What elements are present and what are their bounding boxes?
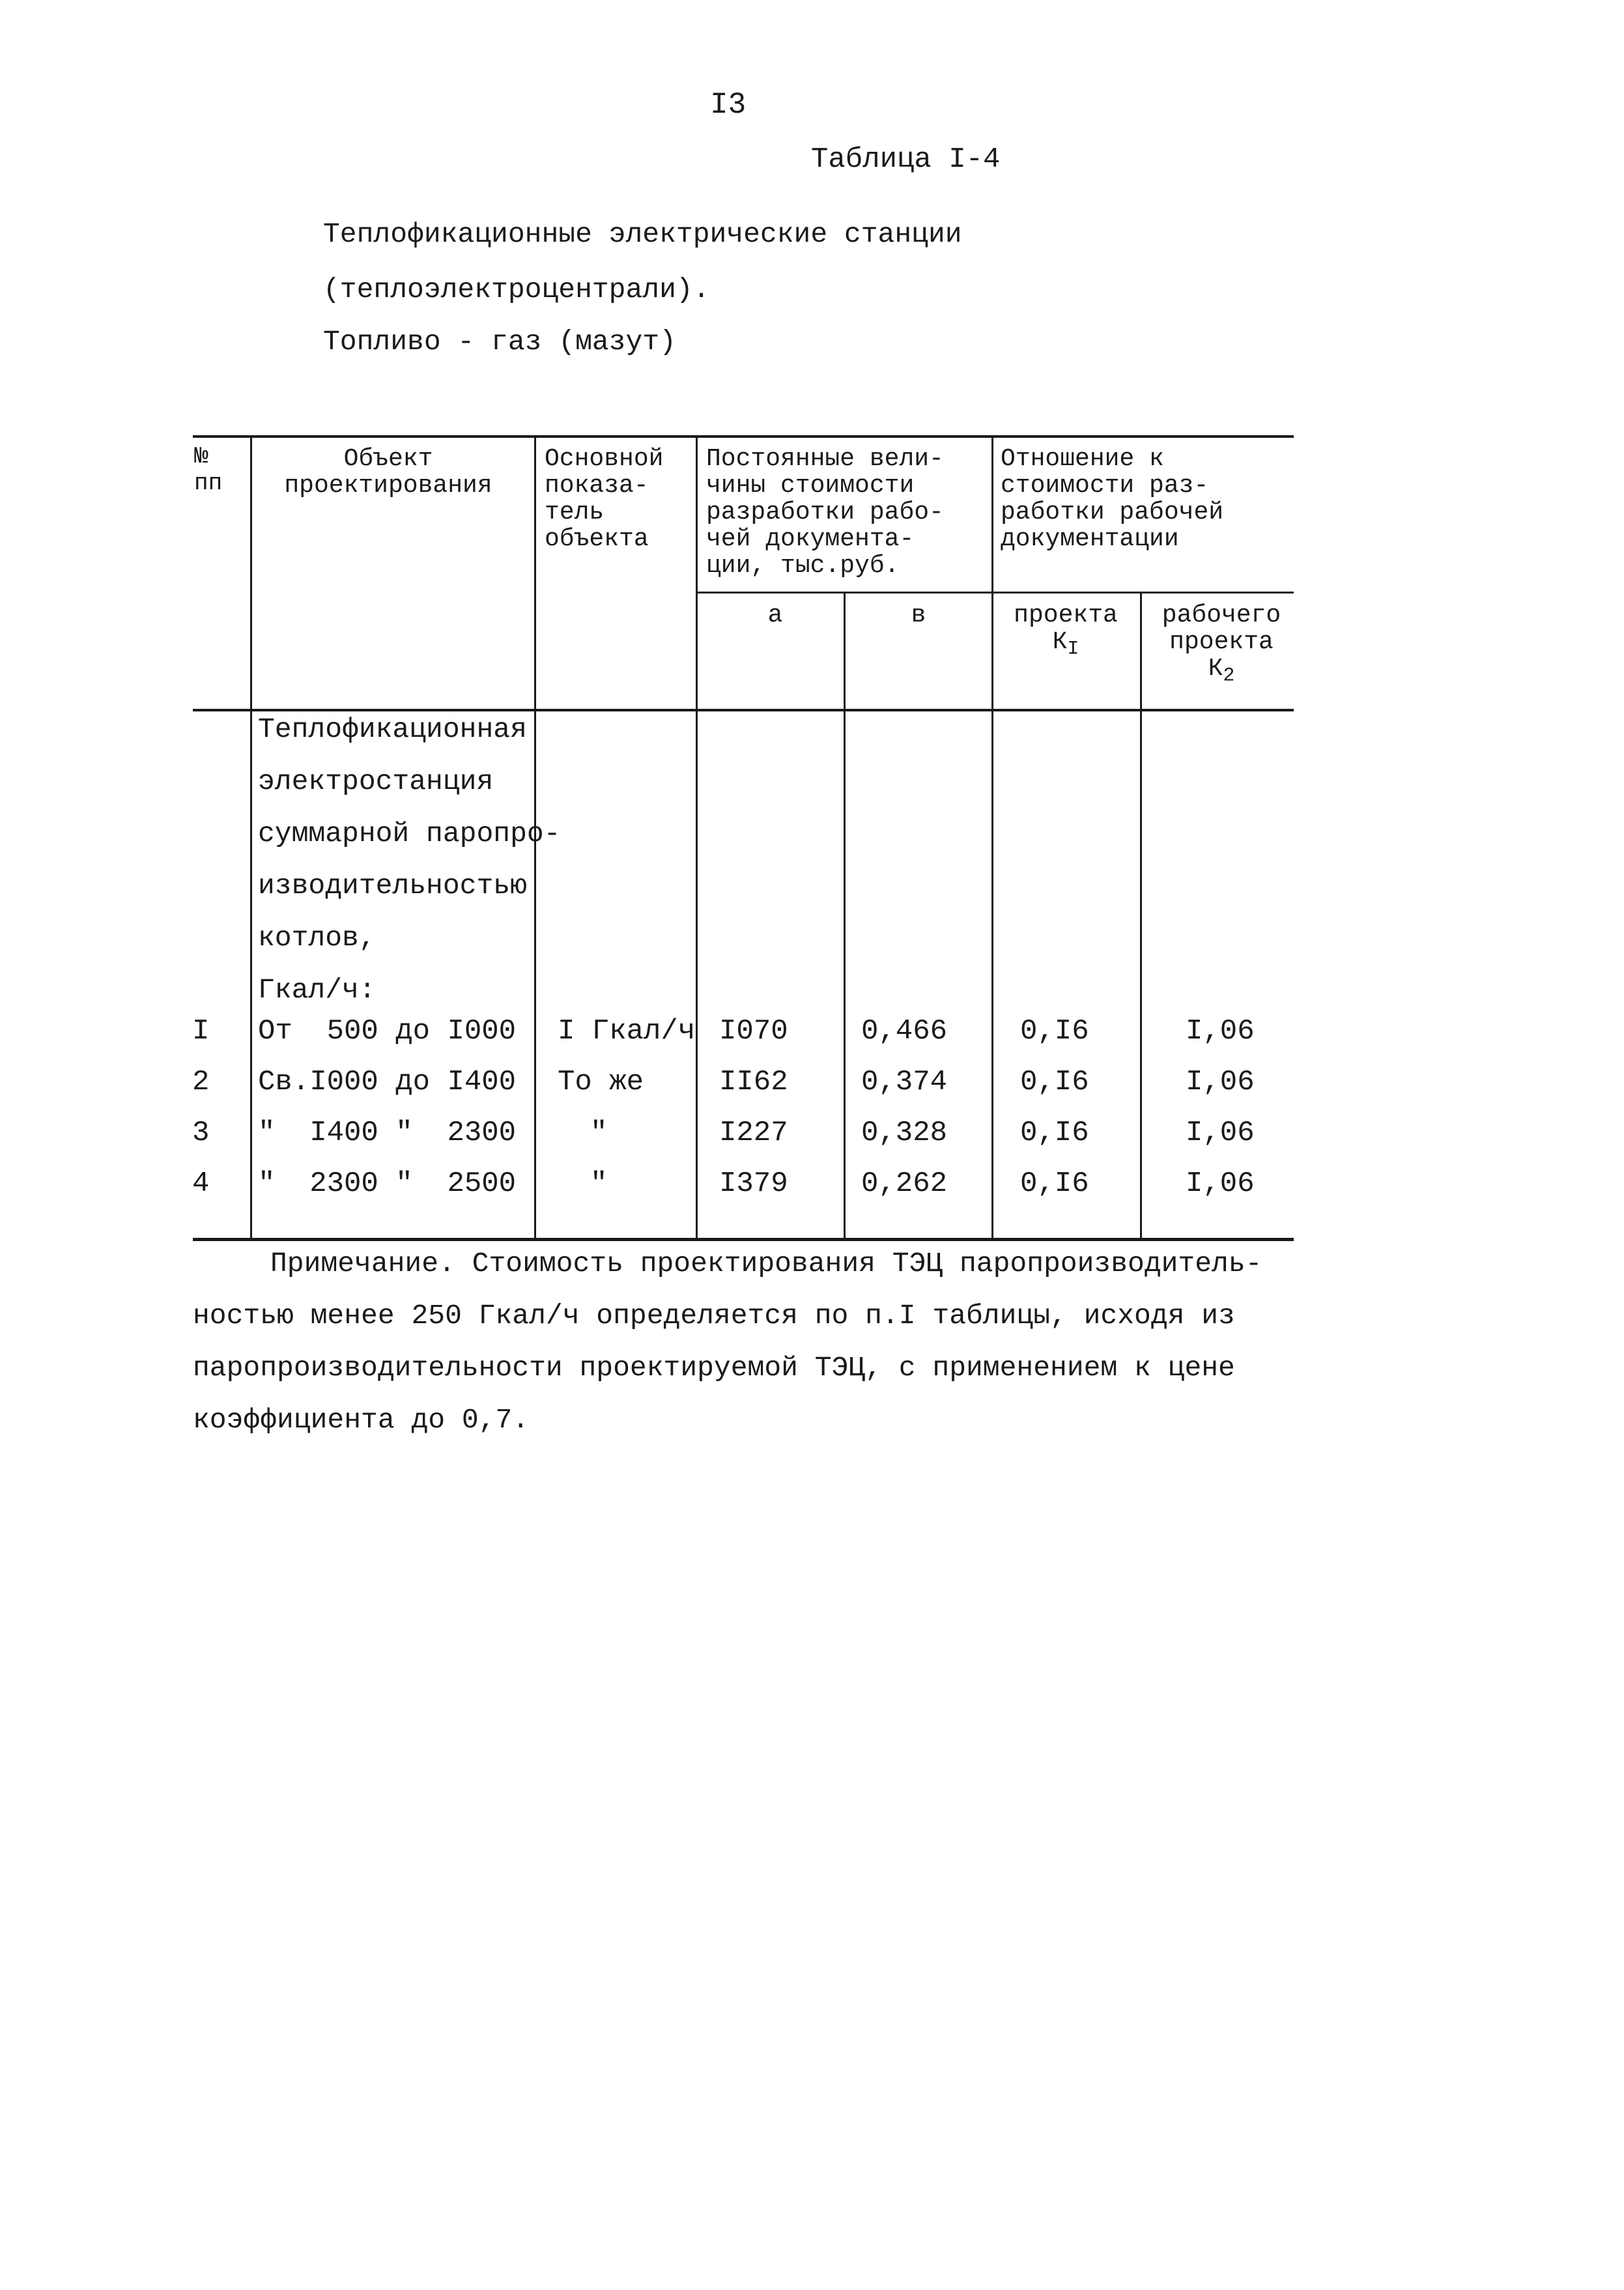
caption-line-1: Теплофикационные электрические станции	[323, 218, 962, 250]
row-a: I227	[719, 1117, 788, 1149]
table-label: Таблица I-4	[811, 143, 1001, 176]
row-indicator: I Гкал/ч	[558, 1015, 696, 1048]
header-num: № пп	[194, 443, 223, 496]
row-object: " 2300 " 2500	[258, 1167, 517, 1200]
row-num: I	[192, 1015, 210, 1048]
description-line-2: электростанция	[258, 766, 494, 797]
row-indicator: "	[590, 1167, 608, 1200]
header-bottom-rule	[193, 709, 1294, 711]
header-constants: Постоянные вели- чины стоимости разработки рабо- чей документа- ции, тыс.руб.	[706, 445, 944, 580]
row-b: 0,328	[861, 1117, 948, 1149]
page-number: I3	[710, 88, 747, 122]
col-divider-4	[844, 593, 846, 1238]
row-k2: I,06	[1186, 1117, 1255, 1149]
header-object: Объект проектирования	[284, 445, 492, 500]
header-k1-sub: I	[1067, 638, 1079, 661]
row-k2: I,06	[1186, 1015, 1255, 1048]
description-line-6: Гкал/ч:	[258, 974, 376, 1006]
row-k1: 0,I6	[1020, 1167, 1089, 1200]
row-k1: 0,I6	[1020, 1015, 1089, 1048]
description-line-3: суммарной паропро-	[258, 818, 561, 850]
row-b: 0,262	[861, 1167, 948, 1200]
row-indicator: "	[590, 1117, 608, 1149]
description-line-4: изводительностью	[258, 870, 527, 902]
row-k1: 0,I6	[1020, 1066, 1089, 1098]
header-b: в	[911, 601, 926, 629]
description-line-1: Теплофикационная	[258, 713, 527, 745]
note-line-1: Примечание. Стоимость проектирования ТЭЦ паропроизводитель-	[270, 1248, 1262, 1280]
header-k2-text: рабочего проекта $К_2$	[1161, 601, 1281, 687]
row-b: 0,466	[861, 1015, 948, 1048]
row-a: I379	[719, 1167, 788, 1200]
header-k1	[1001, 602, 1131, 663]
caption-line-3: Топливо - газ (мазут)	[323, 326, 676, 358]
header-k1-text: проекта $К_I$	[1014, 601, 1118, 661]
row-num: 2	[192, 1066, 210, 1098]
row-num: 3	[192, 1117, 210, 1149]
col-divider-5	[991, 437, 993, 1238]
col-divider-6	[1140, 593, 1142, 1238]
caption-line-2: (теплоэлектроцентрали).	[323, 274, 710, 306]
col-divider-1	[250, 437, 252, 1238]
row-b: 0,374	[861, 1066, 948, 1098]
subheader-rule	[696, 592, 1294, 594]
note-line-3: паропроизводительности проектируемой ТЭЦ, с применением к цене	[193, 1352, 1235, 1384]
row-k2: I,06	[1186, 1167, 1255, 1200]
description-line-5: котлов,	[258, 922, 376, 954]
note-line-4: коэффициента до 0,7.	[193, 1404, 530, 1436]
row-k2: I,06	[1186, 1066, 1255, 1098]
col-divider-3	[696, 437, 698, 1238]
row-num: 4	[192, 1167, 210, 1200]
row-object: От 500 до I000	[258, 1015, 517, 1048]
row-k1: 0,I6	[1020, 1117, 1089, 1149]
row-object: Св.I000 до I400	[258, 1066, 517, 1098]
table-bottom-rule	[193, 1238, 1294, 1241]
header-k2	[1147, 602, 1296, 690]
header-a: а	[767, 601, 783, 629]
row-a: II62	[719, 1066, 788, 1098]
header-k2-sub: 2	[1223, 665, 1235, 687]
row-object: " I400 " 2300	[258, 1117, 517, 1149]
row-indicator: То же	[558, 1066, 644, 1098]
table-top-rule	[193, 435, 1294, 438]
header-indicator: Основной показа- тель объекта	[545, 445, 664, 553]
row-a: I070	[719, 1015, 788, 1048]
header-ratio: Отношение к стоимости раз- работки рабочей документации	[1001, 445, 1224, 553]
note-line-2: ностью менее 250 Гкал/ч определяется по п.I таблицы, исходя из	[193, 1300, 1235, 1332]
